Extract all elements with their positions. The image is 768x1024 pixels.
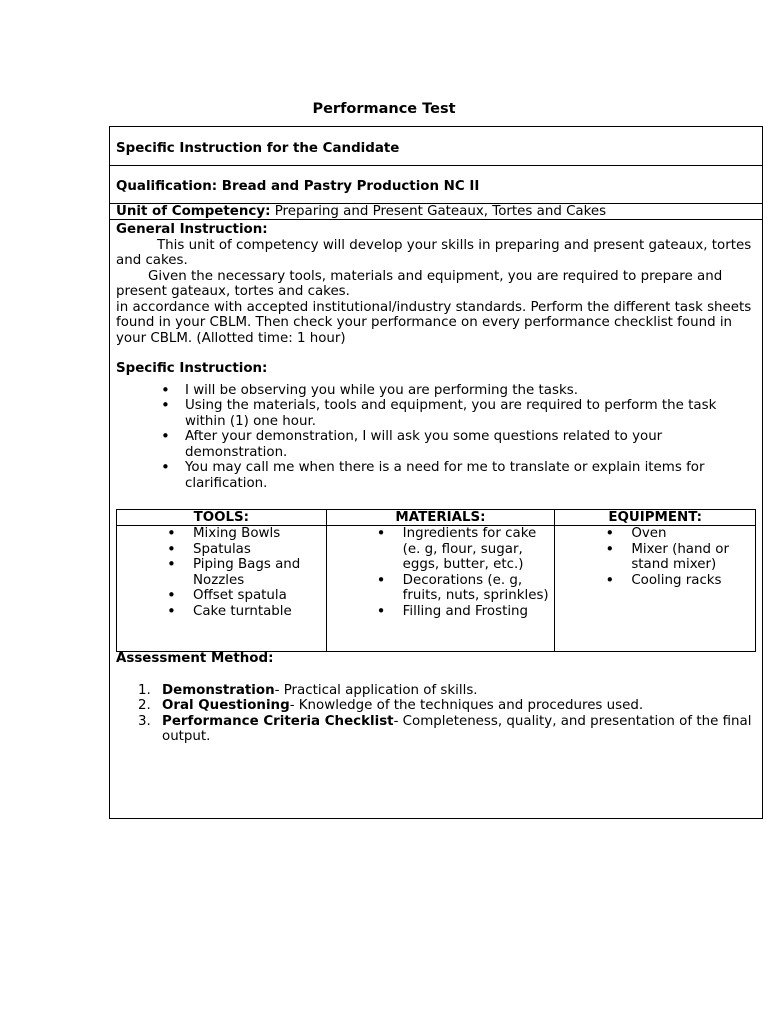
- list-item: [162, 698, 756, 714]
- method-name: Performance Criteria Checklist: [162, 713, 394, 729]
- equipment-item: • Mixer (hand or stand mixer): [631, 542, 755, 573]
- candidate-instruction-heading: Specific Instruction for the Candidate: [110, 127, 762, 166]
- assessment-methods-list: [116, 683, 756, 745]
- method-desc: - Practical application of skills.: [274, 682, 478, 698]
- method-desc: - Completeness, quality, and presentation of the final output.: [162, 713, 752, 744]
- material-item: • Decorations (e. g, fruits, nuts, sprinkles): [403, 573, 555, 604]
- materials-header: MATERIALS:: [326, 510, 555, 526]
- list-item: • Using the materials, tools and equipment, you are required to perform the task within (1) one hour.: [185, 398, 756, 429]
- list-item: • I will be observing you while you are performing the tasks.: [185, 383, 756, 399]
- unit-of-competency: [110, 204, 762, 220]
- method-name: Oral Questioning: [162, 698, 290, 713]
- tool-item: • Offset spatula: [193, 588, 326, 604]
- tool-item: • Spatulas: [193, 542, 326, 558]
- list-item: • After your demonstration, I will ask you some questions related to your demonstration.: [185, 429, 756, 460]
- materials-cell: [326, 526, 555, 652]
- list-item: • You may call me when there is a need for me to translate or explain items for clarification.: [185, 460, 756, 491]
- equipment-header: EQUIPMENT:: [555, 510, 756, 526]
- method-name: Demonstration: [162, 682, 275, 698]
- resources-table: [116, 509, 756, 652]
- page-title: Performance Test: [312, 101, 456, 117]
- unit-value: Preparing and Present Gateaux, Tortes and Cakes: [270, 204, 607, 219]
- equipment-item: • Oven: [631, 526, 755, 542]
- instruction-frame: [109, 126, 763, 819]
- general-para-2: Given the necessary tools, materials and equipment, you are required to prepare and present gateaux, tortes and cakes.: [116, 268, 723, 299]
- material-item: • Ingredients for cake (e. g, flour, sugar, eggs, butter, etc.): [403, 526, 555, 573]
- qualification: Qualification: Bread and Pastry Production NC II: [110, 166, 762, 204]
- tools-cell: [117, 526, 327, 652]
- specific-instruction-heading: Specific Instruction:: [116, 361, 268, 376]
- method-desc: - Knowledge of the techniques and procedures used.: [289, 698, 644, 713]
- instruction-body: [116, 222, 756, 491]
- general-instruction-heading: General Instruction:: [116, 222, 268, 237]
- general-para-3: in accordance with accepted institutional/industry standards. Perform the different task sheets found in your CBLM. Then check your performance on every performance checklist found in your CBLM. (Allotted time: 1 hour): [116, 299, 752, 346]
- list-item: [162, 683, 756, 699]
- general-instruction: [116, 222, 756, 346]
- material-item: • Filling and Frosting: [403, 604, 555, 620]
- tool-item: • Mixing Bowls: [193, 526, 326, 542]
- unit-label: Unit of Competency:: [116, 204, 271, 219]
- equipment-cell: [555, 526, 756, 652]
- tool-item: • Cake turntable: [193, 604, 326, 620]
- specific-instruction-list: [116, 383, 756, 492]
- assessment-heading: Assessment Method:: [116, 651, 274, 666]
- assessment-section: [116, 651, 756, 745]
- tool-item: • Piping Bags and Nozzles: [193, 557, 326, 588]
- general-para-1: This unit of competency will develop your skills in preparing and present gateaux, tortes and cakes.: [116, 237, 752, 268]
- tools-header: TOOLS:: [117, 510, 327, 526]
- list-item: [162, 714, 756, 745]
- equipment-item: • Cooling racks: [631, 573, 755, 589]
